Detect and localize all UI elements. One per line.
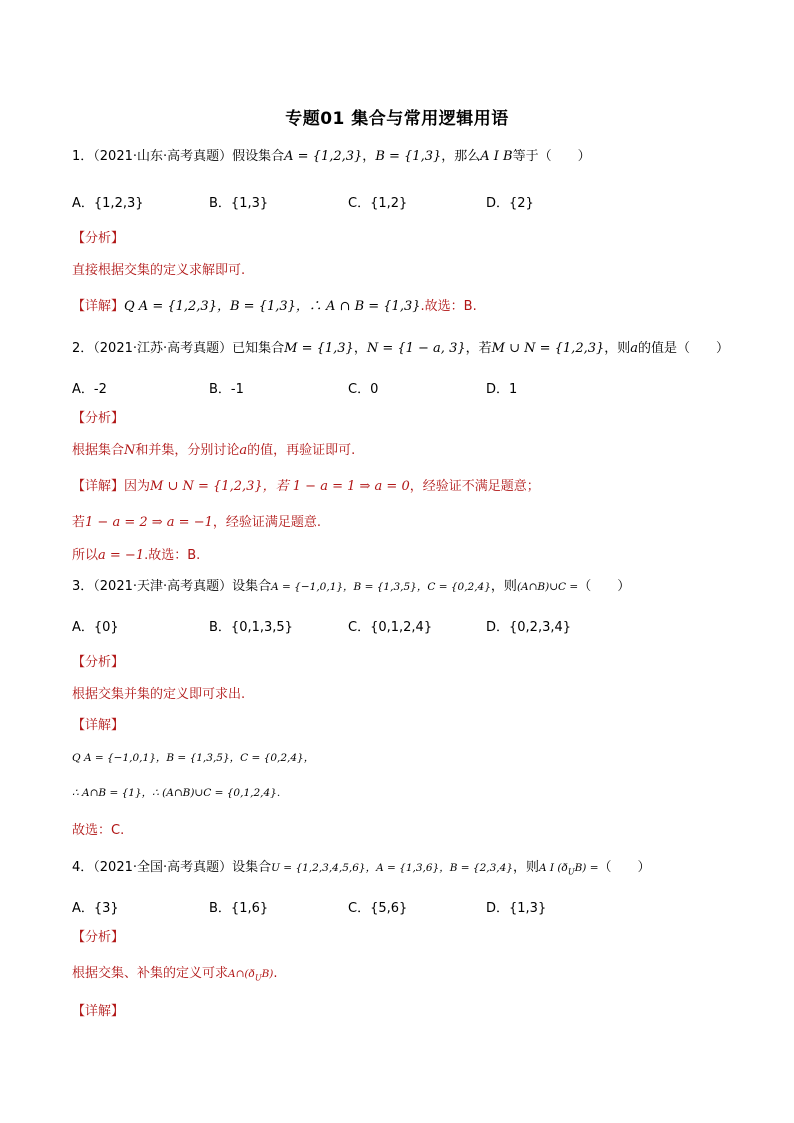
question-3-detail-label: 【详解】: [72, 718, 125, 733]
question-1-detail: 【详解】Q A = {1,2,3}，B = {1,3}，∴ A ∩ B = {1,3}.故选：B.: [72, 299, 477, 314]
question-4-stem: 4．（2021·全国·高考真题）设集合U = {1,2,3,4,5,6}，A = {1,3,6}，B = {2,3,4}，则A I $(ð_UB)$ =（ ）: [72, 860, 651, 877]
question-2-option-a: A．-2: [72, 382, 107, 397]
question-4-analysis-label: 【分析】: [72, 930, 125, 945]
question-4-option-b: B．{1,6}: [209, 901, 269, 916]
question-2-detail-line-2: 若1 − a = 2 ⇒ a = −1，经验证满足题意.: [72, 515, 321, 530]
question-2-detail-line-3: 所以a = −1.故选：B.: [72, 548, 201, 563]
question-3-option-c: C．{0,1,2,4}: [348, 620, 433, 635]
question-1-stem: 1．（2021·山东·高考真题）假设集合A = {1,2,3}，B = {1,3}，那么A I B等于（ ）: [72, 149, 591, 164]
question-3-option-b: B．{0,1,3,5}: [209, 620, 293, 635]
question-3-option-d: D．{0,2,3,4}: [486, 620, 572, 635]
question-3-analysis: 根据交集并集的定义即可求出.: [72, 687, 246, 702]
question-1-option-b: B．{1,3}: [209, 196, 269, 211]
question-1-option-a: A．{1,2,3}: [72, 196, 144, 211]
question-2-option-b: B．-1: [209, 382, 244, 397]
question-3-option-a: A．{0}: [72, 620, 119, 635]
page-title: 专题01 集合与常用逻辑用语: [285, 109, 509, 129]
question-2-stem: 2．（2021·江苏·高考真题）已知集合M = {1,3}，N = {1 − a, 3}，若M ∪ N = {1,2,3}，则a的值是（ ）: [72, 341, 730, 356]
question-3-stem: 3．（2021·天津·高考真题）设集合A = {−1,0,1}，B = {1,3,5}，C = {0,2,4}，则(A∩B)∪C =（ ）: [72, 579, 631, 594]
question-3-analysis-label: 【分析】: [72, 655, 125, 670]
question-1-analysis: 直接根据交集的定义求解即可.: [72, 263, 246, 278]
question-2-analysis: 根据集合N和并集，分别讨论a的值，再验证即可.: [72, 443, 356, 458]
question-3-detail-line-3: 故选：C.: [72, 823, 125, 838]
question-2-option-c: C．0: [348, 382, 379, 397]
question-1-option-c: C．{1,2}: [348, 196, 408, 211]
question-4-option-c: C．{5,6}: [348, 901, 408, 916]
question-2-detail-line-1: 【详解】因为M ∪ N = {1,2,3}，若 1 − a = 1 ⇒ a = 0，经验证不满足题意；: [72, 479, 540, 494]
question-2-analysis-label: 【分析】: [72, 411, 125, 426]
question-2-option-d: D．1: [486, 382, 518, 397]
question-4-option-d: D．{1,3}: [486, 901, 547, 916]
question-4-analysis: 根据交集、补集的定义可求$A\cap(ð_UB)$.: [72, 966, 278, 983]
question-1-analysis-label: 【分析】: [72, 231, 125, 246]
question-4-option-a: A．{3}: [72, 901, 119, 916]
question-1-option-d: D．{2}: [486, 196, 534, 211]
question-4-detail-label: 【详解】: [72, 1004, 125, 1019]
question-3-detail-line-2: ∴ A∩B = {1}，∴ (A∩B)∪C = {0,1,2,4}.: [72, 787, 281, 799]
question-3-detail-line-1: Q A = {−1,0,1}，B = {1,3,5}，C = {0,2,4}，: [72, 752, 315, 764]
